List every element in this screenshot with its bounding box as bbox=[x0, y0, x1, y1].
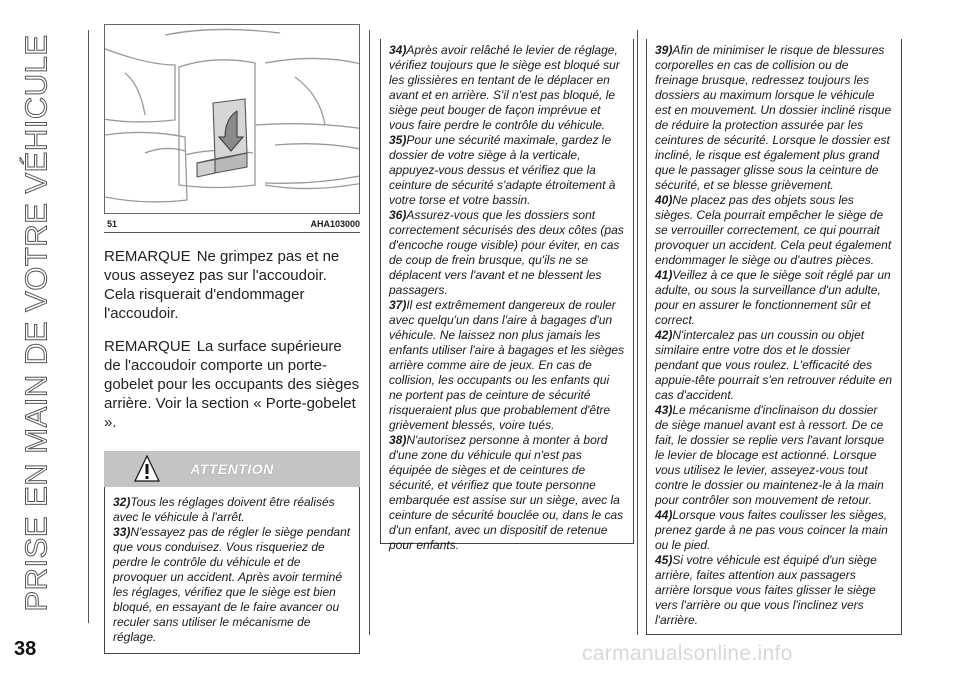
remark-keyword: REMARQUE bbox=[104, 338, 191, 355]
warning-item bbox=[389, 298, 625, 433]
warning-item bbox=[655, 508, 893, 553]
rear-seat-illustration bbox=[105, 25, 359, 213]
warning-item bbox=[389, 433, 625, 553]
warning-item bbox=[655, 193, 893, 268]
warning-item bbox=[389, 133, 625, 208]
warning-number: 45) bbox=[655, 553, 673, 567]
figure-code: AHA103000 bbox=[310, 219, 360, 229]
warning-text: Assurez-vous que les dossiers sont correctement sécurisés des deux côtes (pas d'encoche rouge visible) pour éviter, en cas de coup de frein brusque, qu'ils ne se déplacent vers l'avant et ne blessent les passagers. bbox=[389, 208, 624, 297]
remark-text: Ne grimpez pas et ne vous asseyez pas sur l'accoudoir. Cela risquerait d'endommager l'accoudoir. bbox=[104, 248, 340, 322]
warning-item bbox=[655, 43, 893, 193]
warning-text: Afin de minimiser le risque de blessures corporelles en cas de collision ou de freinage brusque, redressez toujours les dossiers au maximum lorsque le véhicule est en mouvement. Un dossier incliné risque de réduire la protection assurée par les ceintures de sécurité. Lorsque le dossier est incliné, le risque est également plus grand que le passager glisse sous la ceinture de sécurité, et se blesse grièvement. bbox=[655, 43, 892, 192]
warning-text: Après avoir relâché le levier de réglage, vérifiez toujours que le siège est bloqué sur les glissières en tentant de le déplacer en avant et en arrière. S'il n'est pas bloqué, le siège peut bouger de façon imprévue et vous faire perdre le contrôle du véhicule. bbox=[389, 43, 620, 132]
warning-text: N'autorisez personne à monter à bord d'une zone du véhicule qui n'est pas équipée de sièges et de ceintures de sécurité, et vérifiez que toute personne embarquée est assise sur un siège, avec la ceinture de sécurité bouclée ou, dans le cas d'un enfant, avec un dispositif de retenue pour enfants. bbox=[389, 433, 624, 552]
warning-number: 34) bbox=[389, 43, 407, 57]
warning-text: Tous les réglages doivent être réalisés avec le véhicule à l'arrêt. bbox=[113, 495, 335, 524]
section-side-title bbox=[14, 30, 60, 615]
warning-item bbox=[389, 43, 625, 133]
attention-title: ATTENTION bbox=[190, 461, 274, 477]
right-column-warnings bbox=[646, 39, 902, 635]
remark-armrest-climb bbox=[104, 247, 360, 323]
warning-text: Le mécanisme d'inclinaison du dossier de siège manuel avant est à ressort. De ce fait, le dossier se replie vers l'avant lorsque le levier de blocage est actionné. Lorsque vous utilisez le levier, asseyez-vous tout contre le dossier ou maintenez-le à la main pour contrôler son mouvement de retour. bbox=[655, 403, 885, 507]
remark-cup-holder bbox=[104, 337, 360, 432]
warning-item bbox=[113, 525, 351, 645]
page-number: 38 bbox=[14, 638, 37, 660]
warning-text: Si votre véhicule est équipé d'un siège arrière, faites attention aux passagers arrière lorsque vous faites glisser le siège vers l'arrière ou que vous l'inclinez vers l'arrière. bbox=[655, 553, 877, 627]
remark-keyword: REMARQUE bbox=[104, 248, 191, 265]
warning-number: 32) bbox=[113, 495, 131, 509]
warning-number: 35) bbox=[389, 133, 407, 147]
attention-header bbox=[104, 451, 360, 487]
section-side-title-text: PRISE EN MAIN DE VOTRE VÉHICULE bbox=[19, 33, 54, 612]
warning-item bbox=[389, 208, 625, 298]
warning-number: 42) bbox=[655, 328, 673, 342]
column-divider-1 bbox=[369, 30, 370, 635]
warning-number: 44) bbox=[655, 508, 673, 522]
warning-number: 39) bbox=[655, 43, 673, 57]
warning-text: N'essayez pas de régler le siège pendant que vous conduisez. Vous risqueriez de perdre le contrôle du véhicule et de provoquer un accident. Après avoir terminé les réglages, vérifiez que le siège est bien bloqué, en essayant de le faire avancer ou reculer sans utiliser le mécanisme de réglage. bbox=[113, 525, 351, 644]
remark-text: La surface supérieure de l'accoudoir comporte un porte-gobelet pour les occupants des sièges arrière. Voir la section « Porte-gobelet ». bbox=[104, 338, 360, 431]
warning-text: Ne placez pas des objets sous les sièges. Cela pourrait empêcher le siège de se verrouiller correctement, ce qui pourrait provoquer un accident. Cela peut également endommager le siège ou d'autres pièces. bbox=[655, 193, 892, 267]
warning-number: 38) bbox=[389, 433, 407, 447]
figure-number: 51 bbox=[107, 219, 118, 229]
warning-number: 40) bbox=[655, 193, 673, 207]
column-divider-2 bbox=[637, 30, 638, 635]
left-divider bbox=[88, 30, 89, 623]
figure-caption bbox=[104, 214, 360, 233]
warning-number: 36) bbox=[389, 208, 407, 222]
watermark: carmanualsonline.info bbox=[582, 642, 793, 665]
warning-item bbox=[113, 495, 351, 525]
warning-item bbox=[655, 553, 893, 628]
warning-text: Lorsque vous faites coulisser les sièges, prenez garde à ne pas vous coincer la main ou le pied. bbox=[655, 508, 888, 552]
attention-box-left bbox=[104, 487, 360, 654]
warning-text: Pour une sécurité maximale, gardez le dossier de votre siège à la verticale, appuyez-vous dessus et vérifiez que la ceinture de sécurité s'adapte étroitement à votre torse et votre bassin. bbox=[389, 133, 616, 207]
warning-triangle-icon bbox=[134, 454, 160, 484]
warning-item bbox=[655, 328, 893, 403]
rear-seat-armrest-figure bbox=[104, 24, 360, 214]
warning-item bbox=[655, 403, 893, 508]
warning-number: 43) bbox=[655, 403, 673, 417]
warning-text: Il est extrêmement dangereux de rouler avec quelqu'un dans l'aire à bagages d'un véhicule. Ne laissez non plus jamais les enfants utiliser l'aire à bagages et les sièges arrière comme aire de jeux. En cas de collision, les occupants ou les enfants qui ne portent pas de ceinture de sécurité risqueraient plus que probablement d'être grièvement blessés, voire tués. bbox=[389, 298, 625, 432]
warning-item bbox=[655, 268, 893, 328]
warning-text: Veillez à ce que le siège soit réglé par un adulte, ou sous la surveillance d'un adulte, pour en assurer le fonctionnement sûr et correct. bbox=[655, 268, 891, 327]
warning-text: N'intercalez pas un coussin ou objet similaire entre votre dos et le dossier pendant que vous roulez. L'efficacité des appuie-tête pourrait s'en retrouver réduite en cas d'accident. bbox=[655, 328, 893, 402]
warning-number: 41) bbox=[655, 268, 673, 282]
left-column bbox=[104, 24, 360, 654]
middle-column-warnings bbox=[380, 39, 634, 552]
warning-number: 33) bbox=[113, 525, 131, 539]
warning-number: 37) bbox=[389, 298, 407, 312]
